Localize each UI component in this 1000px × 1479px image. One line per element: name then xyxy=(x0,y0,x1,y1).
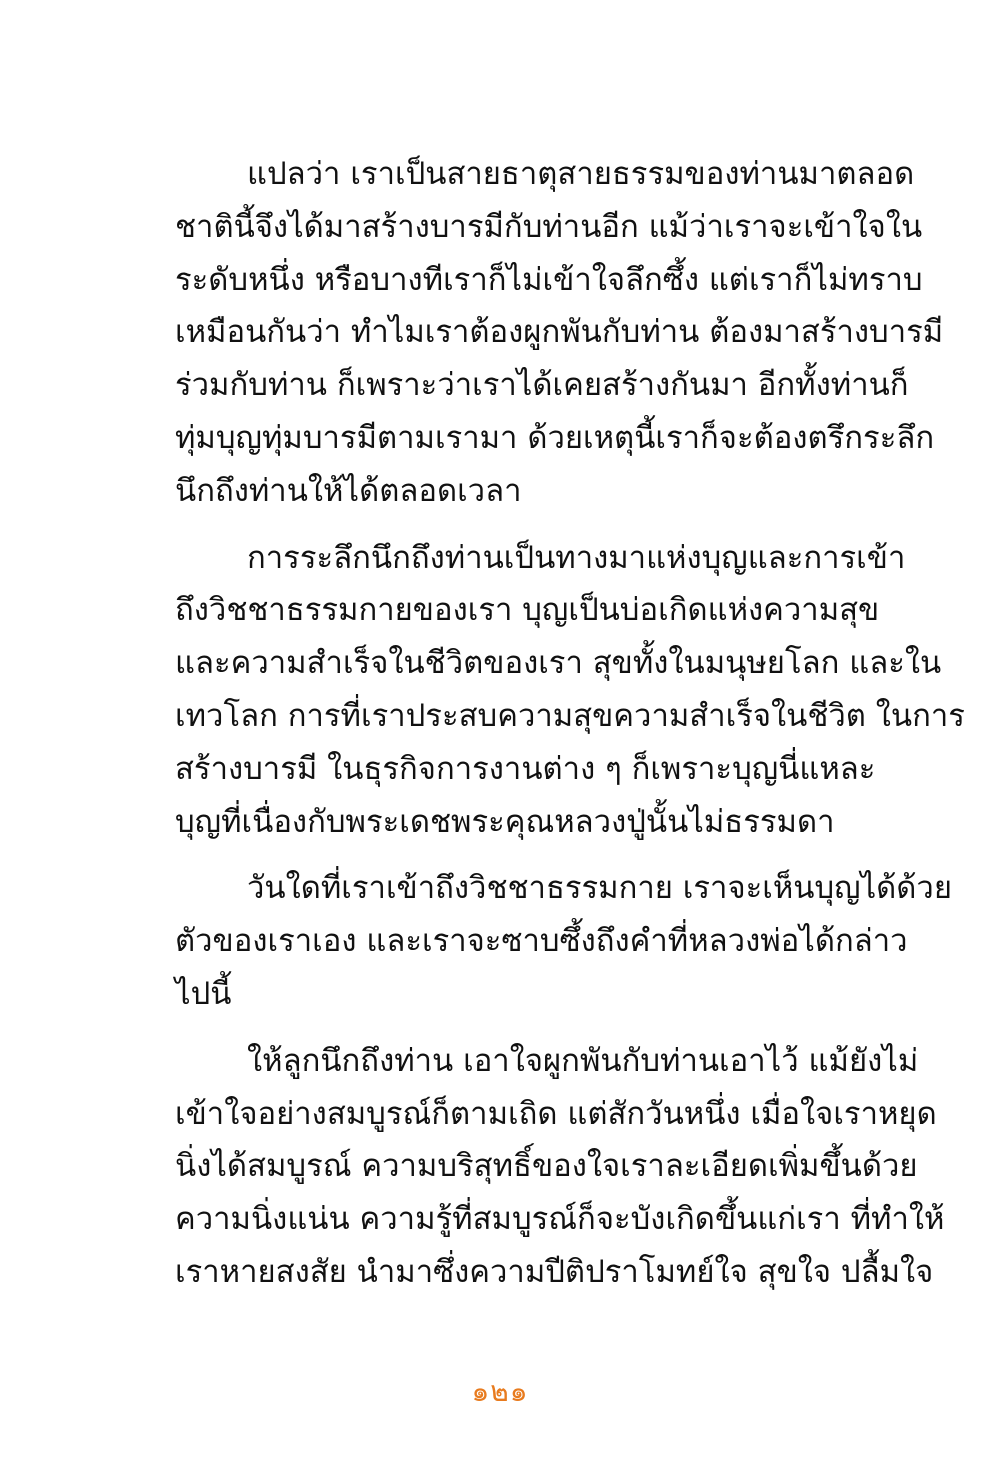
text-line: และความสำเร็จในชีวิตของเรา สุขทั้งในมนุษยโลก และใน xyxy=(175,645,942,682)
text-line: นิ่งได้สมบูรณ์ ความบริสุทธิ์ของใจเราละเอียดเพิ่มขึ้นด้วย xyxy=(175,1148,918,1185)
paragraph-3 xyxy=(175,862,953,1020)
text-line: ความนิ่งแน่น ความรู้ที่สมบูรณ์ก็จะบังเกิดขึ้นแก่เรา ที่ทำให้ xyxy=(175,1201,945,1238)
paragraph-2 xyxy=(175,532,965,849)
text-line: เราหายสงสัย นำมาซึ่งความปีติปราโมทย์ใจ สุขใจ ปลื้มใจ xyxy=(175,1253,934,1290)
text-line: สร้างบารมี ในธุรกิจการงานต่าง ๆ ก็เพราะบุญนี่แหละ xyxy=(175,750,876,787)
page-number: ๑๒๑ xyxy=(471,1375,529,1408)
paragraph-1 xyxy=(175,148,944,518)
text-line: ถึงวิชชาธรรมกายของเรา บุญเป็นบ่อเกิดแห่งความสุข xyxy=(175,592,880,629)
text-line: ให้ลูกนึกถึงท่าน เอาใจผูกพันกับท่านเอาไว้ แม้ยังไม่ xyxy=(247,1042,919,1079)
text-line: ชาตินี้จึงได้มาสร้างบารมีกับท่านอีก แม้ว่าเราจะเข้าใจใน xyxy=(175,208,923,245)
text-line: ทุ่มบุญทุ่มบารมีตามเรามา ด้วยเหตุนี้เราก็จะต้องตรึกระลึก xyxy=(175,419,935,456)
text-line: ระดับหนึ่ง หรือบางทีเราก็ไม่เข้าใจลึกซึ้ง แต่เราก็ไม่ทราบ xyxy=(175,261,923,298)
text-line: แปลว่า เราเป็นสายธาตุสายธรรมของท่านมาตลอด xyxy=(247,156,915,192)
text-line: ไปนี้ xyxy=(175,975,232,1012)
text-line: การระลึกนึกถึงท่านเป็นทางมาแห่งบุญและการเข้า xyxy=(247,539,906,576)
text-line: ร่วมกับท่าน ก็เพราะว่าเราได้เคยสร้างกันมา อีกทั้งท่านก็ xyxy=(175,367,909,404)
text-line: วันใดที่เราเข้าถึงวิชชาธรรมกาย เราจะเห็นบุญได้ด้วย xyxy=(247,870,953,907)
paragraph-4 xyxy=(175,1035,945,1299)
text-line: นึกถึงท่านให้ได้ตลอดเวลา xyxy=(175,472,522,509)
text-line: เหมือนกันว่า ทำไมเราต้องผูกพันกับท่าน ต้องมาสร้างบารมี xyxy=(175,314,944,351)
body-text xyxy=(175,148,965,1299)
text-line: บุญที่เนื่องกับพระเดชพระคุณหลวงปู่นั้นไม่ธรรมดา xyxy=(175,803,835,840)
text-line: เทวโลก การที่เราประสบความสุขความสำเร็จในชีวิต ในการ xyxy=(175,697,965,734)
paragraph-gap xyxy=(175,518,860,532)
paragraph-gap xyxy=(175,1021,860,1035)
text-line: ตัวของเราเอง และเราจะซาบซึ้งถึงคำที่หลวงพ่อได้กล่าว xyxy=(175,923,908,960)
paragraph-gap xyxy=(175,848,860,862)
text-line: เข้าใจอย่างสมบูรณ์ก็ตามเถิด แต่สักวันหนึ่ง เมื่อใจเราหยุด xyxy=(175,1095,937,1132)
